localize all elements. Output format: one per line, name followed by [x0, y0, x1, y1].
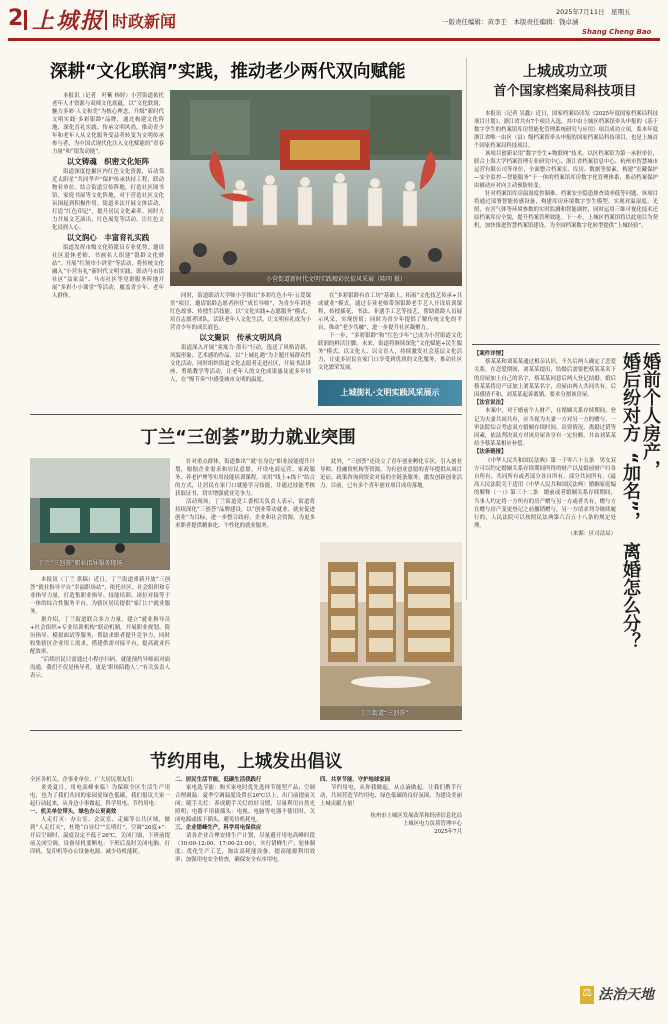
- article3-headline: [472, 62, 658, 102]
- article2-photo-right: [320, 542, 462, 720]
- article4-case: 蔡某某和刘某某通过相亲认识，不久后两人确定了恋爱关系。在恋爱期间，刘某某提出，结婚后需要把蔡某某名下的房屋加上自己的名字，蔡某某同意后两人登记结婚。婚后蔡某某将房产证加上刘某某名字，房屋由两人共同共有。后因感情不和，刘某某起诉离婚，要求分割该房屋。: [474, 359, 616, 399]
- law-column-badge: [580, 980, 660, 1010]
- article4-label-analysis: 【法官说法】: [474, 400, 507, 407]
- article4-label-law: 【法条链接】: [474, 449, 507, 456]
- article4-body: [474, 350, 616, 920]
- article1-subhead-3: 以文聚识 传承文明风尚: [199, 333, 282, 342]
- article3-para-3: 针对档案馆库房温湿度控制难、档案安全隐患排查效率低等问题，该项目将通过部署智能传感设备，构建库房环境数字孪生模型，实现对温湿度、光照、有害气体等环境参数的实时监测和智能调控，同时运用三维可视化技术还原档案库房全貌，提升档案管理效能。下一步，上城区档案馆将以此项目为契机，加快推进智慧档案馆建设，为全国档案数字化转型提供“上城经验”。: [474, 191, 658, 229]
- article4-analysis: 本案中，对于婚前个人财产，在婚姻关系存续期间，登记为夫妻共同共有，应当视为夫妻一方对另一方的赠与。一审法院综合考虑双方婚姻存续时间、出资情况、离婚过错等因素，依法判决双方对该房屋各享有一定份额，并由刘某某给予蔡某某相应补偿。: [474, 408, 616, 448]
- article2-para-3: “后续居民只需通过小程序扫码，就能预约导师面对面沟通，我们不仅是指导者，更是‘职场陪跑人’。”有关负责人表示。: [30, 657, 170, 679]
- article5-headline: 节约用电，上城发出倡议: [149, 752, 343, 772]
- article2-photo-left-caption: 丁兰“三创荟”职业指导服务现场: [38, 560, 123, 567]
- article5-subhead-3: 三、企业错峰生产，科学用电保供应: [175, 825, 262, 831]
- article2-para-4: 针对重点群体，街道推出“‘就’在身边”职业技能提升计划，根据企业需求和居民意愿，开设电商运营、家政服务、养老护理等实用技能培训课程，采用“线上+线下”结合的方式，让居民在家门口就能学习技能，并通过技能考核获取证书，切实增强就业竞争力。: [175, 459, 315, 497]
- article1-subhead-2: 以文润心 丰富育礼实践: [66, 233, 150, 242]
- article2-col2: [175, 458, 315, 720]
- article2-photo-left: [30, 458, 170, 570]
- article1-photo-caption: 小营街道新时代文明实践精彩民俗风采展（陈明 摄）: [266, 276, 406, 283]
- article1-para-4: 街道深入开展“童寓力·墨石”行动，选送了风格清新、风貌形象、艺术感的作品，以“上城礼遇”为主题开展群众性文化活动，同时组织街道文化志愿者走进社区，开展书法讲座、剪纸教学等活动，让老年人的文化成果惠及更多年轻人，在“慢节奏”中感受城市文明的温度。: [170, 345, 311, 383]
- article5-subhead-2: 二、居民生活节能，低碳生活我践行: [175, 777, 262, 783]
- article2-para-1: 本报讯（丁兰 供稿）近日，丁兰街道重新开放“三创荟”就业指导平台“幸福职场站”，依托社区、社会组织和专业指导力量，打造集职业指导、技能培训、岗位对接等于一体的综合性服务平台，为辖区居民提供“家门口”就业服务。: [30, 577, 170, 615]
- article5-para-5: 请各企业合理安排生产计划，尽量避开用电高峰时段（10:00-12:00、17:00-21:00），实行错峰生产、轮休制度；优化生产工艺，淘汰高耗能设备，提高能源利用效率；加强用电安全检查，确保安全有序用电。: [175, 833, 315, 863]
- header-rule: [8, 38, 660, 41]
- column-divider-right: [466, 58, 467, 600]
- section-name: 时政新闻: [112, 12, 177, 31]
- article2-headline: 丁兰“三创荟”助力就业突围: [140, 428, 356, 448]
- page-number-underline: [24, 10, 27, 30]
- article2-photo-right-caption: 丁兰街道“三创荟”: [360, 710, 409, 717]
- article1-para-6: 下一步，“多彩银龄”和“红色少年”已成为小营街道文化联润的鲜活注脚。未来，街道将继续深化“文化赋能+民生服务”模式，以文化人、以文育人，持续激发社会基层文化活力，让更多居民在家门口享受到优质的文化服务，推动社区文化繁荣发展。: [318, 333, 462, 371]
- article5-col1: [30, 776, 170, 1008]
- law-column-badge-text: 法治天地: [598, 987, 654, 1003]
- article5-para-4: 家电选节能：购买家电时优先选择节能型产品；空调合理调温：夏季空调温度设置在26℃以上，出门前提前关闭；随手关灯：养成随手关灯的好习惯，尽量利用自然光照明；电器不用拔插头：电视、电脑等电器不使用时，关闭电源或拔下插头，避免待机耗电。: [175, 785, 315, 823]
- article1-subhead-1: 以文铸魂 织密文化矩阵: [66, 157, 150, 166]
- article1-para-5: 在“多彩银龄有直工坊”基础上，拓展“文化技艺传承+共成就业”模式，通过专业老师带领银龄老手艺人开设培训课程，传授插花、书法、非遗手工艺等技艺，帮助银龄人员展示风采、实现价值；同时为青少年提供了解传统文化的平台，推动“老少共融”，进一步提升社区凝聚力。: [318, 293, 462, 331]
- article1-col3: [318, 292, 462, 372]
- issue-date: 2025年7月11日 星期五: [556, 8, 631, 16]
- article4-title-col4: 离婚怎么分？: [620, 542, 641, 650]
- article4-title-col2: 婚后纷对方: [620, 352, 641, 442]
- article1-banner-text: 上城街礼·文明实践风采展示: [340, 388, 440, 397]
- article4-label-case: 【案件详情】: [474, 351, 507, 357]
- article1-headline: 深耕“文化联润”实践，推动老少两代双向赋能: [50, 62, 406, 82]
- article2-col1: [30, 576, 170, 720]
- article1-lead: 本报讯（记者 叶紫 杨婷）小营街道依托老年人才资源与双师文化底蕴，以“文化联润，魅力多彩·人文和美”为核心理念，升级“新时代文明实践·多彩银龄”品牌，通过构建文化阵地、深化育礼实践、传承文明风尚，推动青少年和老年人从文化服务受益者转变为文明传承参与者，为中国式现代化注入文化赋能的“青春力量”和“银发动能”。: [52, 93, 164, 155]
- masthead: [0, 0, 668, 46]
- article2-col3: [320, 458, 462, 538]
- article5-subhead-1: 一、机关单位带头，绿色办公更高效: [30, 809, 117, 815]
- article3-bottom-rule: [472, 344, 660, 345]
- article5-para-2: 炎炎夏日，用电高峰来临！为保障全区生活生产用电，也为了我们共同的家园更绿色低碳，我们倡议大家一起行动起来，从身边小事做起，科学用电、节约用电：: [30, 785, 170, 807]
- article4-law: 《中华人民共和国民法典》第一千零六十五条 男女双方可以约定婚姻关系存续期间所得的财产以及婚前财产归各自所有、共同所有或者部分各自所有、部分共同所有。《最高人民法院关于适用〈中华人民共和国民法典〉婚姻家庭编的解释（一）》第三十二条 婚前或者婚姻关系存续期间，当事人约定将一方所有的房产赠与另一方或者共有，赠与方在赠与房产变更登记之前撤销赠与，另一方请求判令继续履行的，人民法院可以按照民法典第六百五十八条的规定处理。: [474, 457, 616, 530]
- article3-para-1: 本报讯（记者 吴鑫）近日，国家档案局印发《2025年度国家档案局科技项目计划》，浙江省共有7个项目入选，其中由上城区档案馆牵头申报的《基于数字孪生的档案馆库房智能化管理系统研究与应用》项目成功立项，系本年度浙江省唯一由区（县）级档案馆牵头申报的国家档案局科技项目，也是上城首个国家档案局科技项目。: [474, 111, 658, 149]
- article4-headline: [620, 352, 660, 822]
- library-photo: [320, 542, 462, 720]
- editors: 一版责任编辑：黄李壬 本版责任编辑：钱卓涵: [442, 18, 579, 26]
- article5-col3: [320, 776, 462, 1008]
- article5-col2: [175, 776, 315, 1008]
- article1-para-3: 街道发挥市级文化特派员专业优势，邀请社区退休老师、书画名人组建“银龄文化驿站”，开展“红领巾小讲堂”等活动，将传统文化融入“小营有礼”新时代文明实践，联动马市街社区“益家益”、马市社区等党群服务阵地开展“多彩小小课堂”等活动，覆盖青少年、老年人群体。: [52, 245, 164, 299]
- article1-para-2: 街道深度挖掘区内红色文化资源，启动邻近太阳星“共同孝声”保护传承扶持工程，联动物业单位、结合街道宣传阵地，打造社区图书馆、家庭书屋等文化阵地，对于营造社区文化氛围起到积极作用。街道多次开展文体活动、打造“红色印记”，提升居民文化素养。同时大力开展文艺演出、红色展览等活动，让红色文化浸润人心。: [52, 169, 164, 231]
- article2-para-2: 据介绍，丁兰街道联合多方力量，建立“就业指导员+社会组织+专业培训机构”联动机制，开展职业规划、简历指导、模拟面试等服务，帮助求职者提升竞争力，同时收集辖区企业用工需求，搭建供需对接平台，提高就业匹配效率。: [30, 617, 170, 655]
- article1-para-col3: 同时，街道联动大学师小学推出“多彩红色小年·五爱课堂”项目，邀请银龄志愿者担任“成长导师”，为青少年讲述红色故事、传授生活技能。以“文化实践+志愿服务”模式，培育志愿者团队，活跃老年人文化生活，让文明有礼成为小营青少年的成长底色。: [170, 293, 311, 331]
- paper-name: 上城报: [32, 8, 105, 34]
- article5-salutation: 全区各机关、企事业单位、广大居民朋友们：: [30, 777, 138, 783]
- article5-signature: 杭州市上城区发展改革和经济信息化局 上城区电力负荷管理中心 2025年7月: [370, 813, 462, 835]
- pinyin-name: Shang Cheng Bao: [582, 28, 652, 36]
- section-divider: [105, 10, 107, 30]
- article5-top-rule: [30, 730, 462, 731]
- page-number: 2: [8, 6, 24, 31]
- scales-icon: ⚖: [582, 986, 592, 999]
- office-photo: [30, 458, 170, 570]
- article5-para-3: 人走灯灭：办公室、会议室、走廊等公共区域，做到“人走灯灭”，杜绝“白昼灯”“长明灯”。空调“26度+”：开启空调时，温度设定不低于26℃，关闭门窗，下班前提前关闭空调。设备待机要断电：下班后及时关闭电脑、打印机、复印机等办公设备电源，减少待机能耗。: [30, 817, 170, 855]
- article1-col1: [52, 92, 164, 408]
- article3-body: [474, 110, 658, 340]
- article1-photo: [170, 90, 462, 286]
- article2-para-5: 活动现场，丁兰街道党工委相关负责人表示，街道将持续深化“三创荟”品牌建设，以“创业带动就业、就业促进创业”为目标，进一步整合政府、企业和社会资源，为更多求职者提供精准化、个性化的就业服务。: [175, 499, 315, 529]
- article3-title-line1: 上城成功立项: [523, 64, 607, 80]
- article4-title-col1: 婚前个人房产，: [640, 352, 661, 478]
- article2-para-6: 此外，“三创荟”还设立了青年创业孵化专区，引入创业导师、投融资机构等资源，为有创业意愿的青年提供从项目论证、政策咨询到资金对接的全链条服务，激发创新创业活力。目前，已有多个青年创业项目成功落地。: [320, 459, 462, 489]
- performance-photo: [170, 90, 462, 286]
- article1-col2: [170, 292, 311, 408]
- article2-top-rule: [30, 414, 462, 415]
- article4-credit: （来源：区司法局）: [567, 531, 616, 538]
- article1-banner: [318, 380, 462, 406]
- article3-para-2: 该项目创新采用“数字孪生+物联网”技术，以区档案馆为第一承担单位，联合上海大学档案管理专业研究中心、浙江省档案信息中心、杭州市智慧城市运营有限公司等单位，全面整合档案室、库房、数据等要素，构建“室藏保护—安全监控—智能服务”于一体的档案馆库房数字化管理体系，推动档案保护由被动应对向主动预防转变。: [474, 151, 658, 189]
- article5-para-7: 节约用电，从你我做起，从点滴做起。让我们携手行动，共同营造节约用电、绿色低碳的良好氛围，为建设美丽上城贡献力量！: [320, 785, 462, 807]
- article5-subhead-4: 四、共享节能、守护地球家园: [320, 777, 391, 783]
- article4-title-col3: “加名”，: [620, 452, 641, 530]
- article3-title-line2: 首个国家档案局科技项目: [493, 84, 637, 99]
